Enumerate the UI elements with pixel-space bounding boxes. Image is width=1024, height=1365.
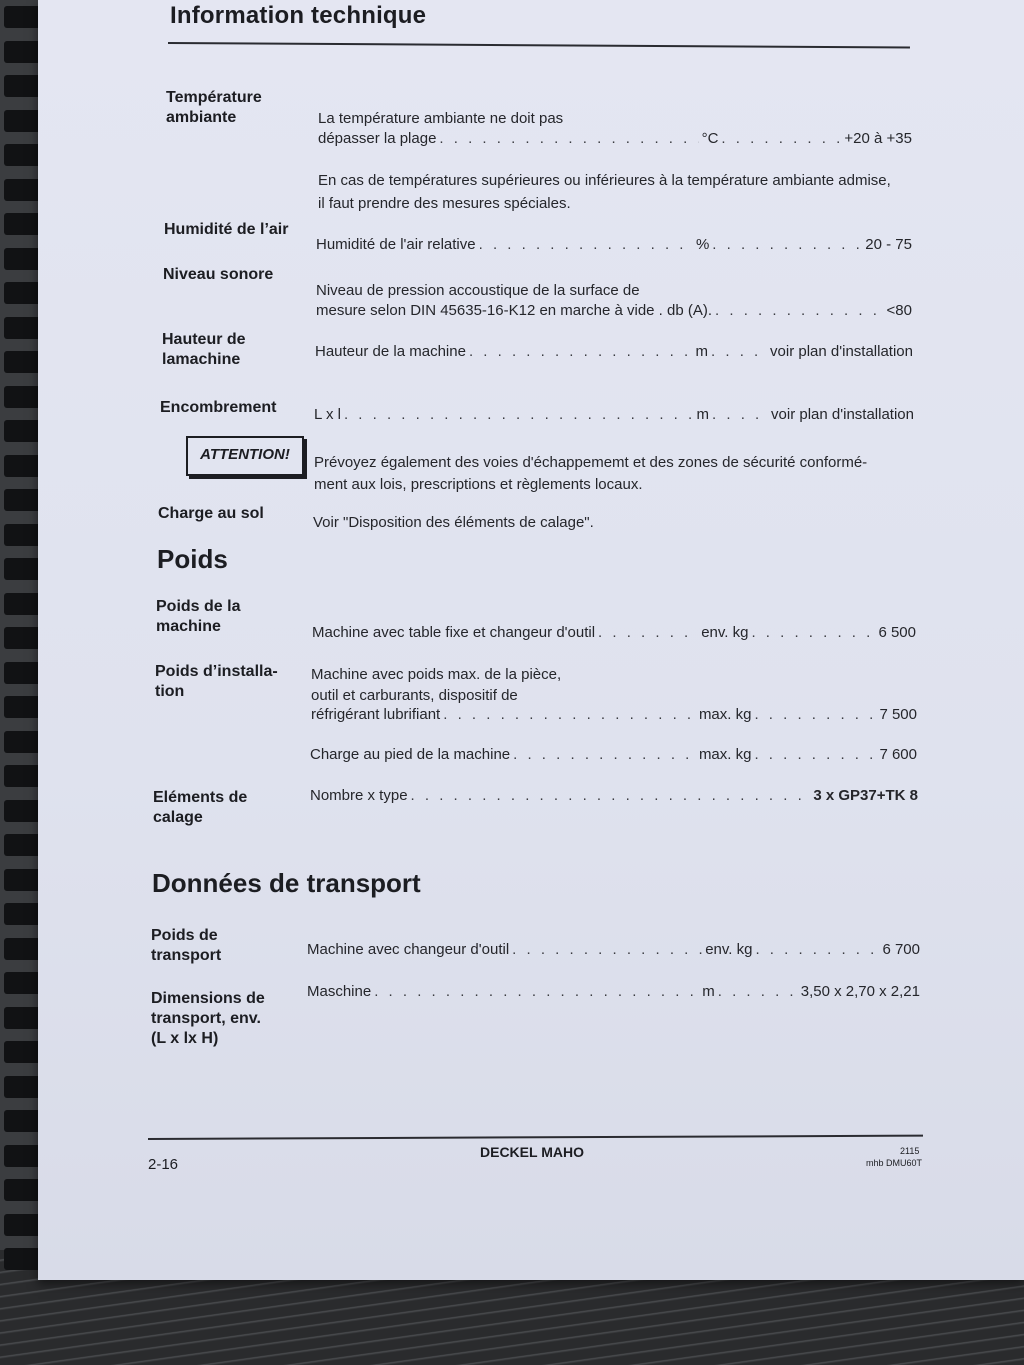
temperature-line2: dépasser la plage — [318, 130, 437, 147]
label-noise: Niveau sonore — [163, 266, 274, 283]
label-calage-1: Eléments de — [153, 789, 248, 806]
temperature-note1: En cas de températures supérieures ou inférieures à la température ambiante admise, — [318, 172, 891, 189]
footprint-text: L x l — [314, 406, 341, 423]
label-footprint: Encombrement — [160, 399, 277, 416]
height-text: Hauteur de la machine — [315, 343, 466, 360]
label-floor-load: Charge au sol — [158, 505, 264, 522]
height-row — [315, 343, 913, 360]
label-humidity: Humidité de l’air — [164, 221, 289, 238]
machine-weight-value: 6 500 — [878, 624, 916, 641]
section-heading-poids: Poids — [157, 544, 228, 574]
foot-load-text: Charge au pied de la machine — [310, 746, 511, 763]
dot-leader — [479, 236, 693, 253]
transport-dims-unit: m — [702, 983, 715, 1000]
temperature-value: +20 à +35 — [844, 130, 912, 147]
footer-code-1: 2115 — [900, 1146, 920, 1156]
section-heading-transport: Données de transport — [152, 868, 421, 898]
transport-dims-text: Maschine — [307, 983, 372, 1000]
transport-weight-unit: env. kg — [705, 941, 753, 958]
temperature-line1: La température ambiante ne doit pas — [318, 110, 564, 127]
dot-leader — [598, 624, 698, 641]
dot-leader — [712, 236, 862, 253]
label-transport-dims-1: Dimensions de — [151, 990, 265, 1007]
installation-row — [311, 706, 917, 723]
footer-code-2: mhb DMU60T — [866, 1158, 923, 1168]
label-height-1: Hauteur de — [162, 331, 246, 348]
noise-line1: Niveau de pression accoustique de la surface de — [316, 282, 640, 299]
humidity-row — [316, 236, 912, 253]
label-transport-weight-1: Poids de — [151, 927, 218, 944]
foot-load-value: 7 600 — [879, 746, 917, 763]
label-calage-2: calage — [153, 809, 203, 826]
noise-value: <80 — [886, 302, 912, 319]
attention-line1: Prévoyez également des voies d'échappememt et des zones de sécurité conformé- — [314, 454, 868, 471]
transport-weight-text: Machine avec changeur d'outil — [307, 941, 510, 958]
humidity-text: Humidité de l'air relative — [316, 236, 476, 253]
footprint-value: voir plan d'installation — [771, 406, 914, 423]
machine-weight-row — [312, 624, 916, 641]
dot-leader — [711, 343, 767, 360]
calage-value: 3 x GP37+TK 8 — [813, 787, 918, 804]
label-installation-weight-1: Poids d’installa- — [155, 663, 278, 680]
humidity-unit: % — [695, 236, 710, 253]
dot-leader — [513, 746, 696, 763]
label-installation-weight-2: tion — [155, 683, 185, 700]
humidity-value: 20 - 75 — [865, 236, 912, 253]
installation-line3: réfrigérant lubrifiant — [311, 706, 441, 723]
footprint-unit: m — [696, 406, 710, 423]
dot-leader — [718, 983, 798, 1000]
transport-weight-value: 6 700 — [882, 941, 920, 958]
transport-dims-row — [307, 983, 920, 1000]
dot-leader — [721, 130, 841, 147]
installation-value: 7 500 — [879, 706, 917, 723]
calage-text: Nombre x type — [310, 787, 408, 804]
dot-leader — [469, 343, 693, 360]
noise-row — [316, 302, 912, 319]
dot-leader — [754, 706, 876, 723]
machine-weight-unit: env. kg — [701, 624, 749, 641]
foot-load-unit: max. kg — [698, 746, 752, 763]
attention-line2: ment aux lois, prescriptions et règlements locaux. — [314, 476, 643, 493]
dot-leader — [439, 130, 698, 147]
height-unit: m — [695, 343, 709, 360]
label-transport-dims-3: (L x lx H) — [151, 1030, 219, 1047]
transport-weight-row — [307, 941, 920, 958]
attention-badge: ATTENTION! — [186, 436, 304, 476]
dot-leader — [512, 941, 702, 958]
label-temperature: Température ambiante — [166, 89, 262, 126]
dot-leader — [755, 941, 879, 958]
dot-leader — [754, 746, 876, 763]
machine-weight-text: Machine avec table fixe et changeur d'outil — [312, 624, 596, 641]
dot-leader — [751, 624, 875, 641]
label-machine-weight-1: Poids de la — [156, 598, 241, 615]
page-number: 2-16 — [148, 1156, 179, 1173]
label-transport-dims-2: transport, env. — [151, 1010, 261, 1027]
temperature-note2: il faut prendre des mesures spéciales. — [318, 195, 571, 212]
floor-load-text: Voir "Disposition des éléments de calage". — [313, 514, 594, 531]
installation-unit: max. kg — [698, 706, 752, 723]
installation-line2: outil et carburants, dispositif de — [311, 687, 518, 704]
foot-load-row — [310, 746, 917, 763]
label-transport-weight-2: transport — [151, 947, 222, 964]
dot-leader — [443, 706, 696, 723]
transport-dims-value: 3,50 x 2,70 x 2,21 — [800, 983, 920, 1000]
dot-leader — [411, 787, 811, 804]
page-title: Information technique — [170, 2, 427, 29]
temperature-unit: °C — [701, 130, 719, 147]
calage-row — [310, 787, 918, 804]
dot-leader — [374, 983, 699, 1000]
footprint-row — [314, 406, 914, 423]
dot-leader — [344, 406, 694, 423]
label-machine-weight-2: machine — [156, 618, 221, 635]
dot-leader — [712, 406, 768, 423]
height-value: voir plan d'installation — [770, 343, 913, 360]
installation-line1: Machine avec poids max. de la pièce, — [311, 666, 562, 683]
noise-line2: mesure selon DIN 45635-16-K12 en marche à vide . db (A). — [316, 302, 713, 319]
temperature-row — [318, 130, 912, 147]
dot-leader — [715, 302, 884, 319]
footer-brand: DECKEL MAHO — [480, 1144, 584, 1160]
label-height-2: lamachine — [162, 351, 241, 368]
